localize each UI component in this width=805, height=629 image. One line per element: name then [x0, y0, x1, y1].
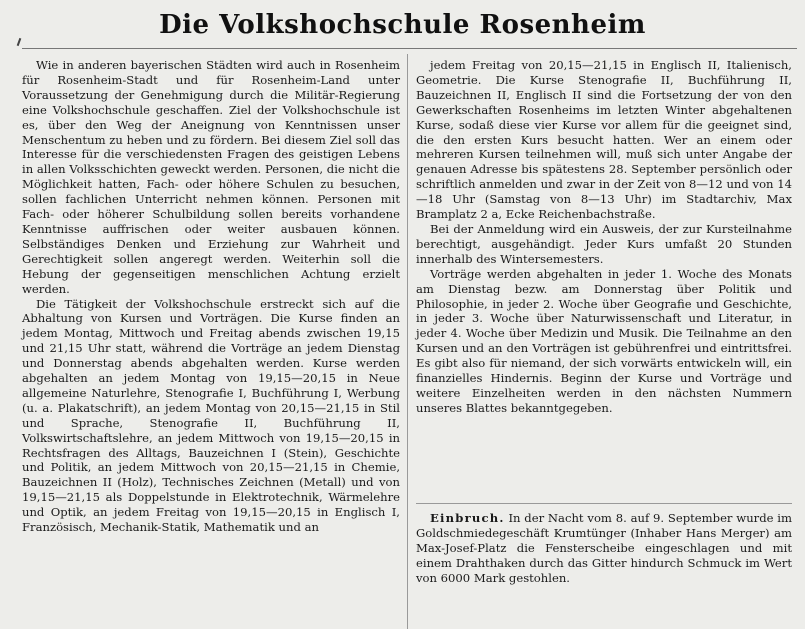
paragraph: Wie in anderen bayerischen Städten wird auch in Rosenheim für Rosenheim-Stadt und für Rosenheim-Land unter Voraussetzung der Genehmigung durch die Militär-Regierung eine Volkshochschule geschaffen. Ziel der Volkshochschule ist es, über den Weg der Aneignung von Kenntnissen unser Menschentum zu heben und zu fördern. Bei diesem Ziel soll das Interesse für die verschiedensten Fragen des geistigen Lebens in allen Volksschichten geweckt werden. Personen, die nicht die Möglichkeit hatten, Fach- oder höhere Schulen zu besuchen, sollen fachlichen Unterricht nehmen können. Personen mit Fach- oder höherer Schulbildung sollen bereits vorhandene Kenntnisse auffrischen oder weiter ausbauen können. Selbständiges Denken und Erziehung zur Wahrheit und Gerechtigkeit sollen angeregt werden. Weiterhin soll die Hebung der gegenseitigen menschlichen Achtung erzielt werden.: [22, 58, 400, 296]
paragraph: Die Tätigkeit der Volkshochschule erstreckt sich auf die Abhaltung von Kursen und Vorträgen. Die Kurse finden an jedem Montag, Mittwoch und Freitag abends zwischen 19,15 und 21,15 Uhr statt, während die Vorträge an jedem Dienstag und Donnerstag abends abgehalten werden. Kurse werden abgehalten an jedem Montag von 19,15—20,15 in Neue allgemeine Naturlehre, Stenografie I, Buchführung I, Werbung (u. a. Plakatschrift), an jedem Montag von 20,15—21,15 in Stil und Sprache, Stenografie II, Buchführung II, Volkswirtschaftslehre, an jedem Mittwoch von 19,15—20,15 in Rechtsfragen des Alltags, Bauzeichnen I (Stein), Geschichte und Politik, an jedem Mittwoch von 20,15—21,15 in Chemie, Bauzeichnen II (Holz), Technisches Zeichnen (Metall) und von 19,15—21,15 als Doppelstunde in Elektrotechnik, Wärmelehre und Optik, an jedem Freitag von 19,15—20,15 in Englisch I, Französisch, Mechanik-Statik, Mathematik und an: [22, 296, 400, 535]
notice-paragraph: [416, 511, 792, 586]
left-column: [22, 58, 400, 535]
column-divider: [407, 54, 408, 629]
burglary-notice: [416, 511, 792, 586]
paragraph: Bei der Anmeldung wird ein Ausweis, der zur Kursteilnahme berechtigt, ausgehändigt. Jeder Kurs umfaßt 20 Stunden innerhalb des Wintersemesters.: [416, 221, 792, 266]
notice-separator: [416, 503, 792, 504]
headline: Die Volkshochschule Rosenheim: [159, 10, 646, 40]
paragraph: Vorträge werden abgehalten in jeder 1. Woche des Monats am Dienstag bezw. am Donnerstag über Politik und Philosophie, in jeder 2. Woche über Geografie und Geschichte, in jeder 3. Woche über Naturwissenschaft und Literatur, in jeder 4. Woche über Medizin und Musik. Die Teilnahme an den Kursen und an den Vorträgen ist gebührenfrei und eintrittsfrei. Es gibt also für niemand, der sich vorwärts entwickeln will, ein finanzielles Hindernis. Beginn der Kurse und Vorträge und weitere Einzelheiten werden in den nächsten Nummern unseres Blattes bekanntgegeben.: [416, 266, 792, 415]
notice-keyword: Einbruch.: [430, 511, 505, 525]
headline-rule: [22, 48, 797, 49]
notice-text: In der Nacht vom 8. auf 9. September wurde im Goldschmiedegeschäft Krumtünger (Inhaber Hans Merger) am Max-Josef-Platz die Fensterscheibe eingeschlagen und mit einem Drahthaken durch das Gitter hindurch Schmuck im Wert von 6000 Mark gestohlen.: [416, 511, 792, 585]
right-column: [416, 58, 792, 416]
paragraph: jedem Freitag von 20,15—21,15 in Englisch II, Italienisch, Geometrie. Die Kurse Stenografie II, Buchführung II, Bauzeichnen II, Englisch II sind die Fortsetzung der von den Gewerkschaften Rosenheims im letzten Winter abgehaltenen Kurse, sodaß diese vier Kurse vor allem für die geeignet sind, die den ersten Kurs besucht hatten. Wer an einem oder mehreren Kursen teilnehmen will, muß sich unter Angabe der genauen Adresse bis spätestens 28. September persönlich oder schriftlich anmelden und zwar in der Zeit von 8—12 und von 14—18 Uhr (Samstag von 8—13 Uhr) im Stadtarchiv, Max Bramplatz 2 a, Ecke Reichenbachstraße.: [416, 58, 792, 222]
